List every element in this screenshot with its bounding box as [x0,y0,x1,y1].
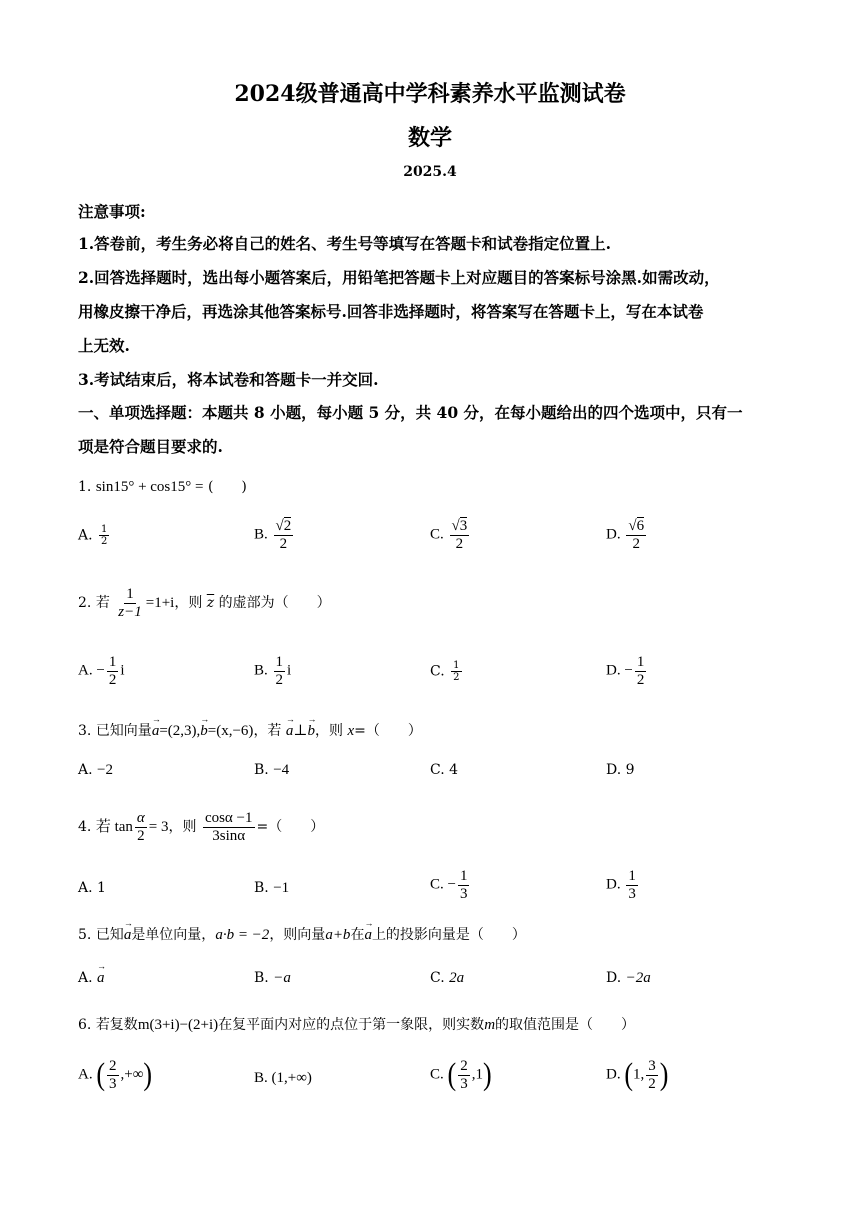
q4-option-b[interactable]: B. −1 [254,880,290,896]
question-4: 4. 若 tan $\frac{\alpha}{2}$ = 3，则 $\frac{\cos\alpha -1}{3\sin\alpha}$ =（ ） [78,810,325,844]
notice-item-2-line-1: 2.回答选择题时，选出每小题答案后，用铅笔把答题卡上对应题目的答案标号涂黑.如需改动， [78,268,720,287]
q2-option-a[interactable]: A. − $\frac{1}{2}$ i [78,654,125,688]
q6-option-d[interactable]: D. (1, $\frac{3}{2}$ ) [606,1057,669,1092]
notice-heading: 注意事项: [78,202,146,221]
q4-option-a[interactable]: A. 1 [78,880,106,896]
q4-option-d[interactable]: D. $\frac{1}{3}$ [606,868,636,902]
notice-item-2-line-3: 上无效. [78,336,130,355]
question-6: 6. 若复数m(3+i)−(2+i)在复平面内对应的点位于第一象限，则实数m的取值范围是（ ） [78,1017,636,1033]
q6-option-a[interactable]: A. ( $\frac{2}{3}$ ,+∞) [78,1057,153,1092]
q1-option-d[interactable]: D. $\frac{√6}{2}$ [606,518,645,552]
section-heading-line-1: 一、单项选择题：本题共 8 小题，每小题 5 分，共 40 分，在每小题给出的四个选项中，只有一 [78,403,743,422]
exam-title: 2024级普通高中学科素养水平监测试卷 [234,81,626,107]
q5-option-d[interactable]: D. −2a [606,970,651,986]
q1-expression: sin15° + cos15° = [95,479,204,495]
notice-item-2-line-2: 用橡皮擦干净后，再选涂其他答案标号.回答非选择题时，将答案写在答题卡上，写在本试卷 [78,302,704,321]
question-1: 1. sin15° + cos15° = ( ) [78,479,247,495]
q3-option-d[interactable]: D. 9 [606,762,635,778]
question-2: 2. 若 $\frac{1}{z-1}$ =1+i，则 $\overline{z}$ 的虚部为（ ） [78,586,331,620]
q5-option-a[interactable]: A. → a [78,970,105,987]
notice-item-3: 3.考试结束后，将本试卷和答题卡一并交回. [78,370,379,389]
q1-option-c[interactable]: C. $\frac{√3}{2}$ [430,518,468,552]
q1-option-b[interactable]: B. $\frac{√2}{2}$ [254,518,292,552]
q2-option-c[interactable]: C. $\frac{1}{2}$ [430,660,460,683]
question-3: 3. 已知向量→ a=(2,3),→ b=(x,−6)，若 → a⊥→ b，则 x=（ ） [78,720,422,740]
q4-option-c[interactable]: C. − $\frac{1}{3}$ [430,868,468,902]
q6-option-b[interactable]: B. (1,+∞) [254,1070,312,1086]
q2-option-b[interactable]: B. $\frac{1}{2}$ i [254,654,292,688]
q5-option-c[interactable]: C. 2a [430,970,465,986]
section-heading-line-2: 项是符合题目要求的. [78,437,223,456]
exam-date: 2025.4 [403,164,457,180]
q3-option-a[interactable]: A. −2 [78,762,113,778]
q1-option-a[interactable]: A. $\frac{1}{2}$ [78,524,108,547]
question-5: 5. 已知→ a是单位向量，a·b = −2，则向量a+b在→ a上的投影向量是（ ） [78,924,526,944]
subject-title: 数学 [407,125,452,151]
notice-item-1: 1.答卷前，考生务必将自己的姓名、考生号等填写在答题卡和试卷指定位置上. [78,234,612,253]
q3-option-c[interactable]: C. 4 [430,762,459,778]
q5-option-b[interactable]: B. −a [254,970,291,986]
q2-option-d[interactable]: D. − $\frac{1}{2}$ [606,654,645,688]
q6-option-c[interactable]: C. ( $\frac{2}{3}$ ,1) [430,1057,492,1092]
q3-option-b[interactable]: B. −4 [254,762,290,778]
